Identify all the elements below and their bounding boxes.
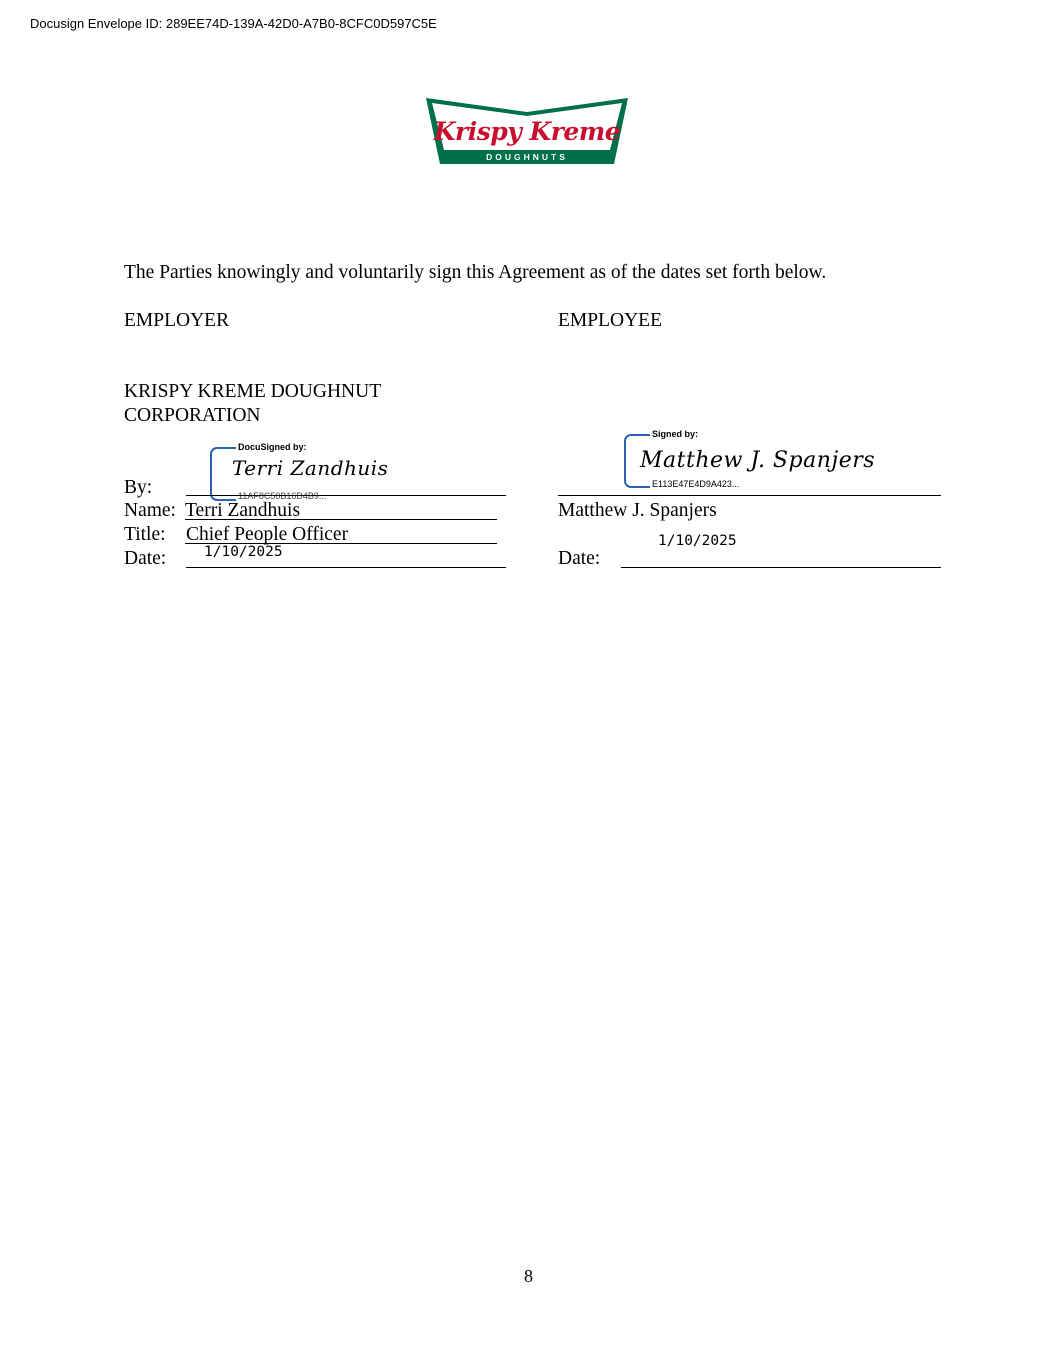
employer-name-value: Terri Zandhuis xyxy=(185,500,301,521)
employer-signature-id: 11AF8C50B16D4B9... xyxy=(238,491,327,501)
employee-signature-id: E113E47E4D9A423... xyxy=(652,479,740,489)
employee-signature: Matthew J. Spanjers xyxy=(640,448,876,473)
krispy-kreme-logo-graphic xyxy=(424,94,630,168)
employee-date-line xyxy=(621,567,941,568)
employer-date-label: Date: xyxy=(124,548,167,569)
employer-signature: Terri Zandhuis xyxy=(232,456,389,480)
employer-company-line2: CORPORATION xyxy=(124,405,261,426)
employer-signature-line xyxy=(186,495,506,496)
employee-signature-line xyxy=(558,495,941,496)
employer-title-value: Chief People Officer xyxy=(186,524,349,545)
krispy-kreme-logo xyxy=(424,94,630,168)
employer-docusign-label: DocuSigned by: xyxy=(238,442,307,452)
employer-company-line1: KRISPY KREME DOUGHNUT xyxy=(124,381,382,402)
employer-date-line xyxy=(186,567,506,568)
intro-text: The Parties knowingly and voluntarily sign this Agreement as of the dates set forth below. xyxy=(124,262,827,283)
docusign-envelope-id: Docusign Envelope ID: 289EE74D-139A-42D0-A7B0-8CFC0D597C5E xyxy=(30,16,437,31)
employee-name-value: Matthew J. Spanjers xyxy=(558,500,717,521)
employee-date-label: Date: xyxy=(558,548,601,569)
page-number: 8 xyxy=(524,1266,533,1286)
employee-heading: EMPLOYEE xyxy=(558,310,662,331)
employee-date-value: 1/10/2025 xyxy=(658,533,737,549)
employee-docusign-label: Signed by: xyxy=(652,429,699,439)
employer-date-value: 1/10/2025 xyxy=(204,544,283,560)
employer-title-label: Title: xyxy=(124,524,166,545)
svg-text:Krispy Kreme: Krispy Kreme xyxy=(433,117,621,146)
employer-name-label: Name: xyxy=(124,500,176,521)
employer-name-line xyxy=(185,519,497,520)
employer-heading: EMPLOYER xyxy=(124,310,230,331)
svg-text:DOUGHNUTS: DOUGHNUTS xyxy=(486,152,568,162)
employer-by-label: By: xyxy=(124,477,153,498)
